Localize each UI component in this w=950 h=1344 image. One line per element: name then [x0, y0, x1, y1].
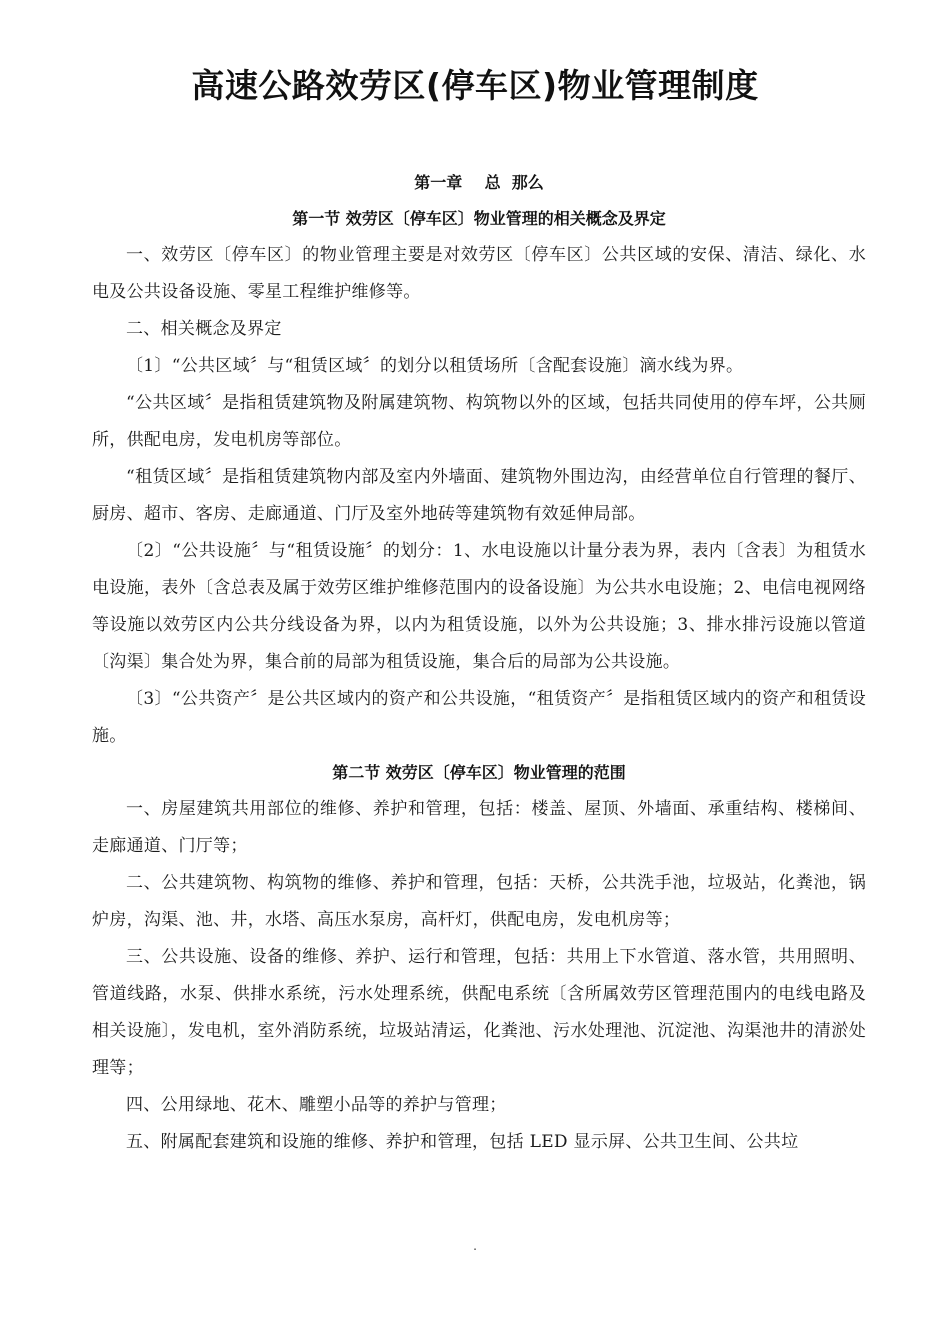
paragraph: 三、公共设施、设备的维修、养护、运行和管理，包括：共用上下水管道、落水管，共用照明、管道线路，水泵、供排水系统，污水处理系统，供配电系统〔含所属效劳区管理范围内的电线电路及相关设施〕，发电机，室外消防系统，垃圾站清运，化粪池、污水处理池、沉淀池、沟渠池井的清淤处理等；	[92, 947, 866, 1078]
paragraph: 〔3〕“公共资产〞是公共区域内的资产和公共设施，“租赁资产〞是指租赁区域内的资产和租赁设施。	[92, 689, 866, 746]
section-heading: 第二节 效劳区〔停车区〕物业管理的范围	[332, 763, 626, 782]
paragraph: 二、公共建筑物、构筑物的维修、养护和管理，包括：天桥，公共洗手池，垃圾站，化粪池，锅炉房，沟渠、池、井，水塔、高压水泵房，高杆灯，供配电房，发电机房等；	[92, 873, 866, 930]
paragraph: 〔1〕“公共区域〞与“租赁区域〞的划分以租赁场所〔含配套设施〕滴水线为界。	[126, 356, 744, 376]
paragraph: 二、相关概念及界定	[126, 319, 282, 339]
paragraph: 四、公用绿地、花木、雕塑小品等的养护与管理；	[126, 1095, 507, 1115]
chapter-heading: 第一章 总 那么	[414, 173, 544, 192]
document-body	[92, 165, 866, 1161]
paragraph: 一、效劳区〔停车区〕的物业管理主要是对效劳区〔停车区〕公共区域的安保、清洁、绿化、水电及公共设备设施、零星工程维护维修等。	[92, 245, 866, 302]
paragraph: “公共区域〞是指租赁建筑物及附属建筑物、构筑物以外的区域，包括共同使用的停车坪，公共厕所，供配电房，发电机房等部位。	[92, 393, 866, 450]
page-marker: .	[473, 1239, 477, 1253]
paragraph: 五、附属配套建筑和设施的维修、养护和管理，包括 LED 显示屏、公共卫生间、公共垃	[126, 1132, 799, 1152]
paragraph: “租赁区域〞是指租赁建筑物内部及室内外墙面、建筑物外围边沟，由经营单位自行管理的餐厅、厨房、超市、客房、走廊通道、门厅及室外地砖等建筑物有效延伸局部。	[92, 467, 866, 524]
section-heading: 第一节 效劳区〔停车区〕物业管理的相关概念及界定	[292, 209, 666, 228]
document-title: 高速公路效劳区(停车区)物业管理制度	[191, 66, 759, 105]
paragraph: 一、房屋建筑共用部位的维修、养护和管理，包括：楼盖、屋顶、外墙面、承重结构、楼梯间、走廊通道、门厅等；	[92, 799, 866, 856]
paragraph: 〔2〕“公共设施〞与“租赁设施〞的划分：1、水电设施以计量分表为界，表内〔含表〕为租赁水电设施，表外〔含总表及属于效劳区维护维修范围内的设备设施〕为公共水电设施；2、电信电视网络等设施以效劳区内公共分线设备为界，以内为租赁设施，以外为公共设施；3、排水排污设施以管道〔沟渠〕集合处为界，集合前的局部为租赁设施，集合后的局部为公共设施。	[92, 541, 866, 672]
